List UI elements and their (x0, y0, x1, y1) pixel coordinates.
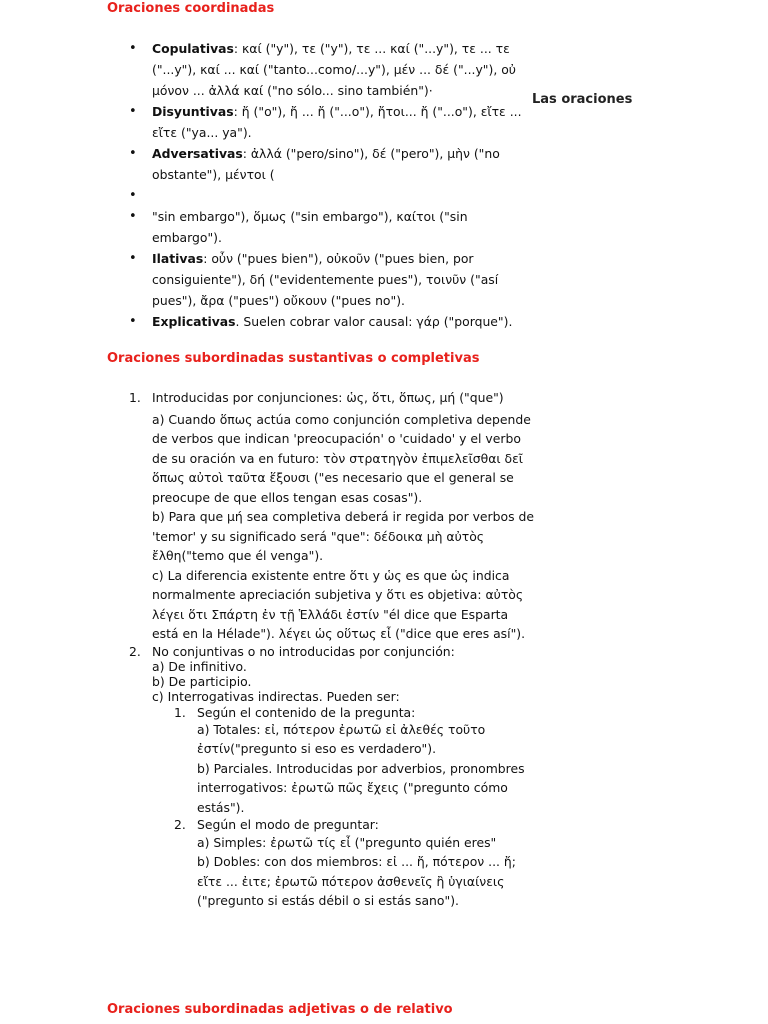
list-item-disyuntivas (129, 101, 529, 143)
sublist-contenido (174, 705, 534, 818)
item1-intro: Introducidas por conjunciones: ὡς, ὅτι, ὅπως, μή ("que") (152, 390, 504, 405)
list-item-sin-embargo (129, 206, 529, 248)
item2-c: c) Interrogativas indirectas. Pueden ser: (152, 689, 400, 705)
list-item-conjunciones (129, 388, 534, 644)
item2-a: a) De infinitivo. (152, 658, 247, 674)
item2-intro: No conjuntivas o no introducidas por conjunción: (152, 643, 455, 659)
adversativas-text: : ἀλλά ("pero/sino"), δέ ("pero"), μὴν ("no obstante"), μέντοι ( (152, 146, 500, 182)
list-item-adversativas (129, 143, 529, 185)
sin-embargo-text: "sin embargo"), ὅμως ("sin embargo"), καίτοι ("sin embargo"). (152, 209, 468, 245)
sustantivas-list (129, 388, 534, 911)
explicativas-text: . Suelen cobrar valor causal: γάρ ("porque"). (235, 314, 513, 329)
item1-c: c) La diferencia existente entre ὅτι y ὡς es que ὡς indica normalmente apreciación subjetiva y ὅτι es objetiva: αὐτὸς λέγει ὅτι Σπάρτη ἐν τῇ Ἑλλάδι ἐστίν "él dice que Esparta está en la Hélade"). λέγει ὡς οὕτως εἶ ("dice que eres así"). (152, 567, 526, 641)
item-number-1: 1. (129, 390, 141, 405)
sub2-title: Según el modo de preguntar: (197, 817, 379, 833)
list-item-explicativas (129, 311, 529, 332)
sub-number-2: 2. (174, 817, 186, 833)
coordinadas-list (129, 38, 529, 332)
item1-b: b) Para que μή sea completiva deberá ir regida por verbos de 'temor' y su significado será "que": δέδοικα μὴ αὐτὸς ἔλθη("temo que él venga"). (152, 509, 534, 563)
sub1-b: b) Parciales. Introducidas por adverbios, pronombres interrogativos: ἐρωτῶ πῶς ἔχεις ("pregunto cómo estás"). (197, 760, 525, 815)
list-item-no-conjuntivas (129, 644, 534, 911)
term-copulativas: Copulativas (152, 41, 234, 56)
term-explicativas: Explicativas (152, 314, 236, 329)
disyuntivas-text: : ἤ ("o"), ἤ ... ἤ ("...o"), ἤτοι... ἤ ("...o"), εἴτε ... εἴτε ("ya... ya"). (152, 104, 522, 140)
term-ilativas: Ilativas (152, 251, 204, 266)
heading-oraciones-adjetivas: Oraciones subordinadas adjetivas o de relativo (107, 1002, 453, 1017)
sub-number-1: 1. (174, 704, 186, 720)
sub1-a: a) Totales: εἰ, πότερον ἐρωτῶ εἰ ἀλεθές τοῦτο ἐστίν("pregunto si eso es verdadero"). (197, 721, 486, 757)
sub1-title: Según el contenido de la pregunta: (197, 704, 416, 720)
sublist-modo (174, 817, 534, 910)
item-number-2: 2. (129, 643, 141, 659)
sub2-b: b) Dobles: con dos miembros: εἰ ... ἤ, πότερον ... ἤ; εἴτε ... ἐιτε; ἐρωτῶ πότερον ἀσθενεῖς ἢ ὑγιαίνεις ("pregunto si estás débil o si estás sano"). (197, 854, 516, 909)
item1-a: a) Cuando ὅπως actúa como conjunción completiva depende de verbos que indican 'preocupación' o 'cuidado' y el verbo de su oración va en futuro: τὸν στρατηγὸν ἐπιμελεῖσθαι δεῖ ὅπως αὐτοὶ ταῦτα ἕξουσι ("es necesario que el general se preocupe de que ellos tengan esas cosas"). (152, 411, 531, 505)
copulativas-text: : καί ("y"), τε ("y"), τε ... καί ("...y"), τε ... τε ("...y"), καί ... καί ("tanto...como/...y"), μέν ... δέ ("...y"), οὐ μόνον ... ἀλλά καί ("no sólo... sino también")· (152, 41, 516, 98)
term-disyuntivas: Disyuntivas (152, 104, 234, 119)
ilativas-text: : οὖν ("pues bien"), οὐκοῦν ("pues bien, por consiguiente"), δή ("evidentemente pues"), τοινῦν ("así pues"), ἄρα ("pues") οὔκουν ("pues no"). (152, 251, 499, 308)
sub2-a: a) Simples: ἐρωτῶ τίς εἶ ("pregunto quién eres" (197, 834, 497, 850)
list-item-ilativas (129, 248, 529, 311)
list-item-empty (129, 185, 529, 206)
sidebar-label[interactable]: Las oraciones (532, 92, 633, 107)
list-item-copulativas (129, 38, 529, 101)
item2-b: b) De participio. (152, 674, 252, 690)
heading-oraciones-coordinadas: Oraciones coordinadas (107, 1, 275, 16)
term-adversativas: Adversativas (152, 146, 243, 161)
heading-oraciones-sustantivas: Oraciones subordinadas sustantivas o completivas (107, 351, 480, 366)
